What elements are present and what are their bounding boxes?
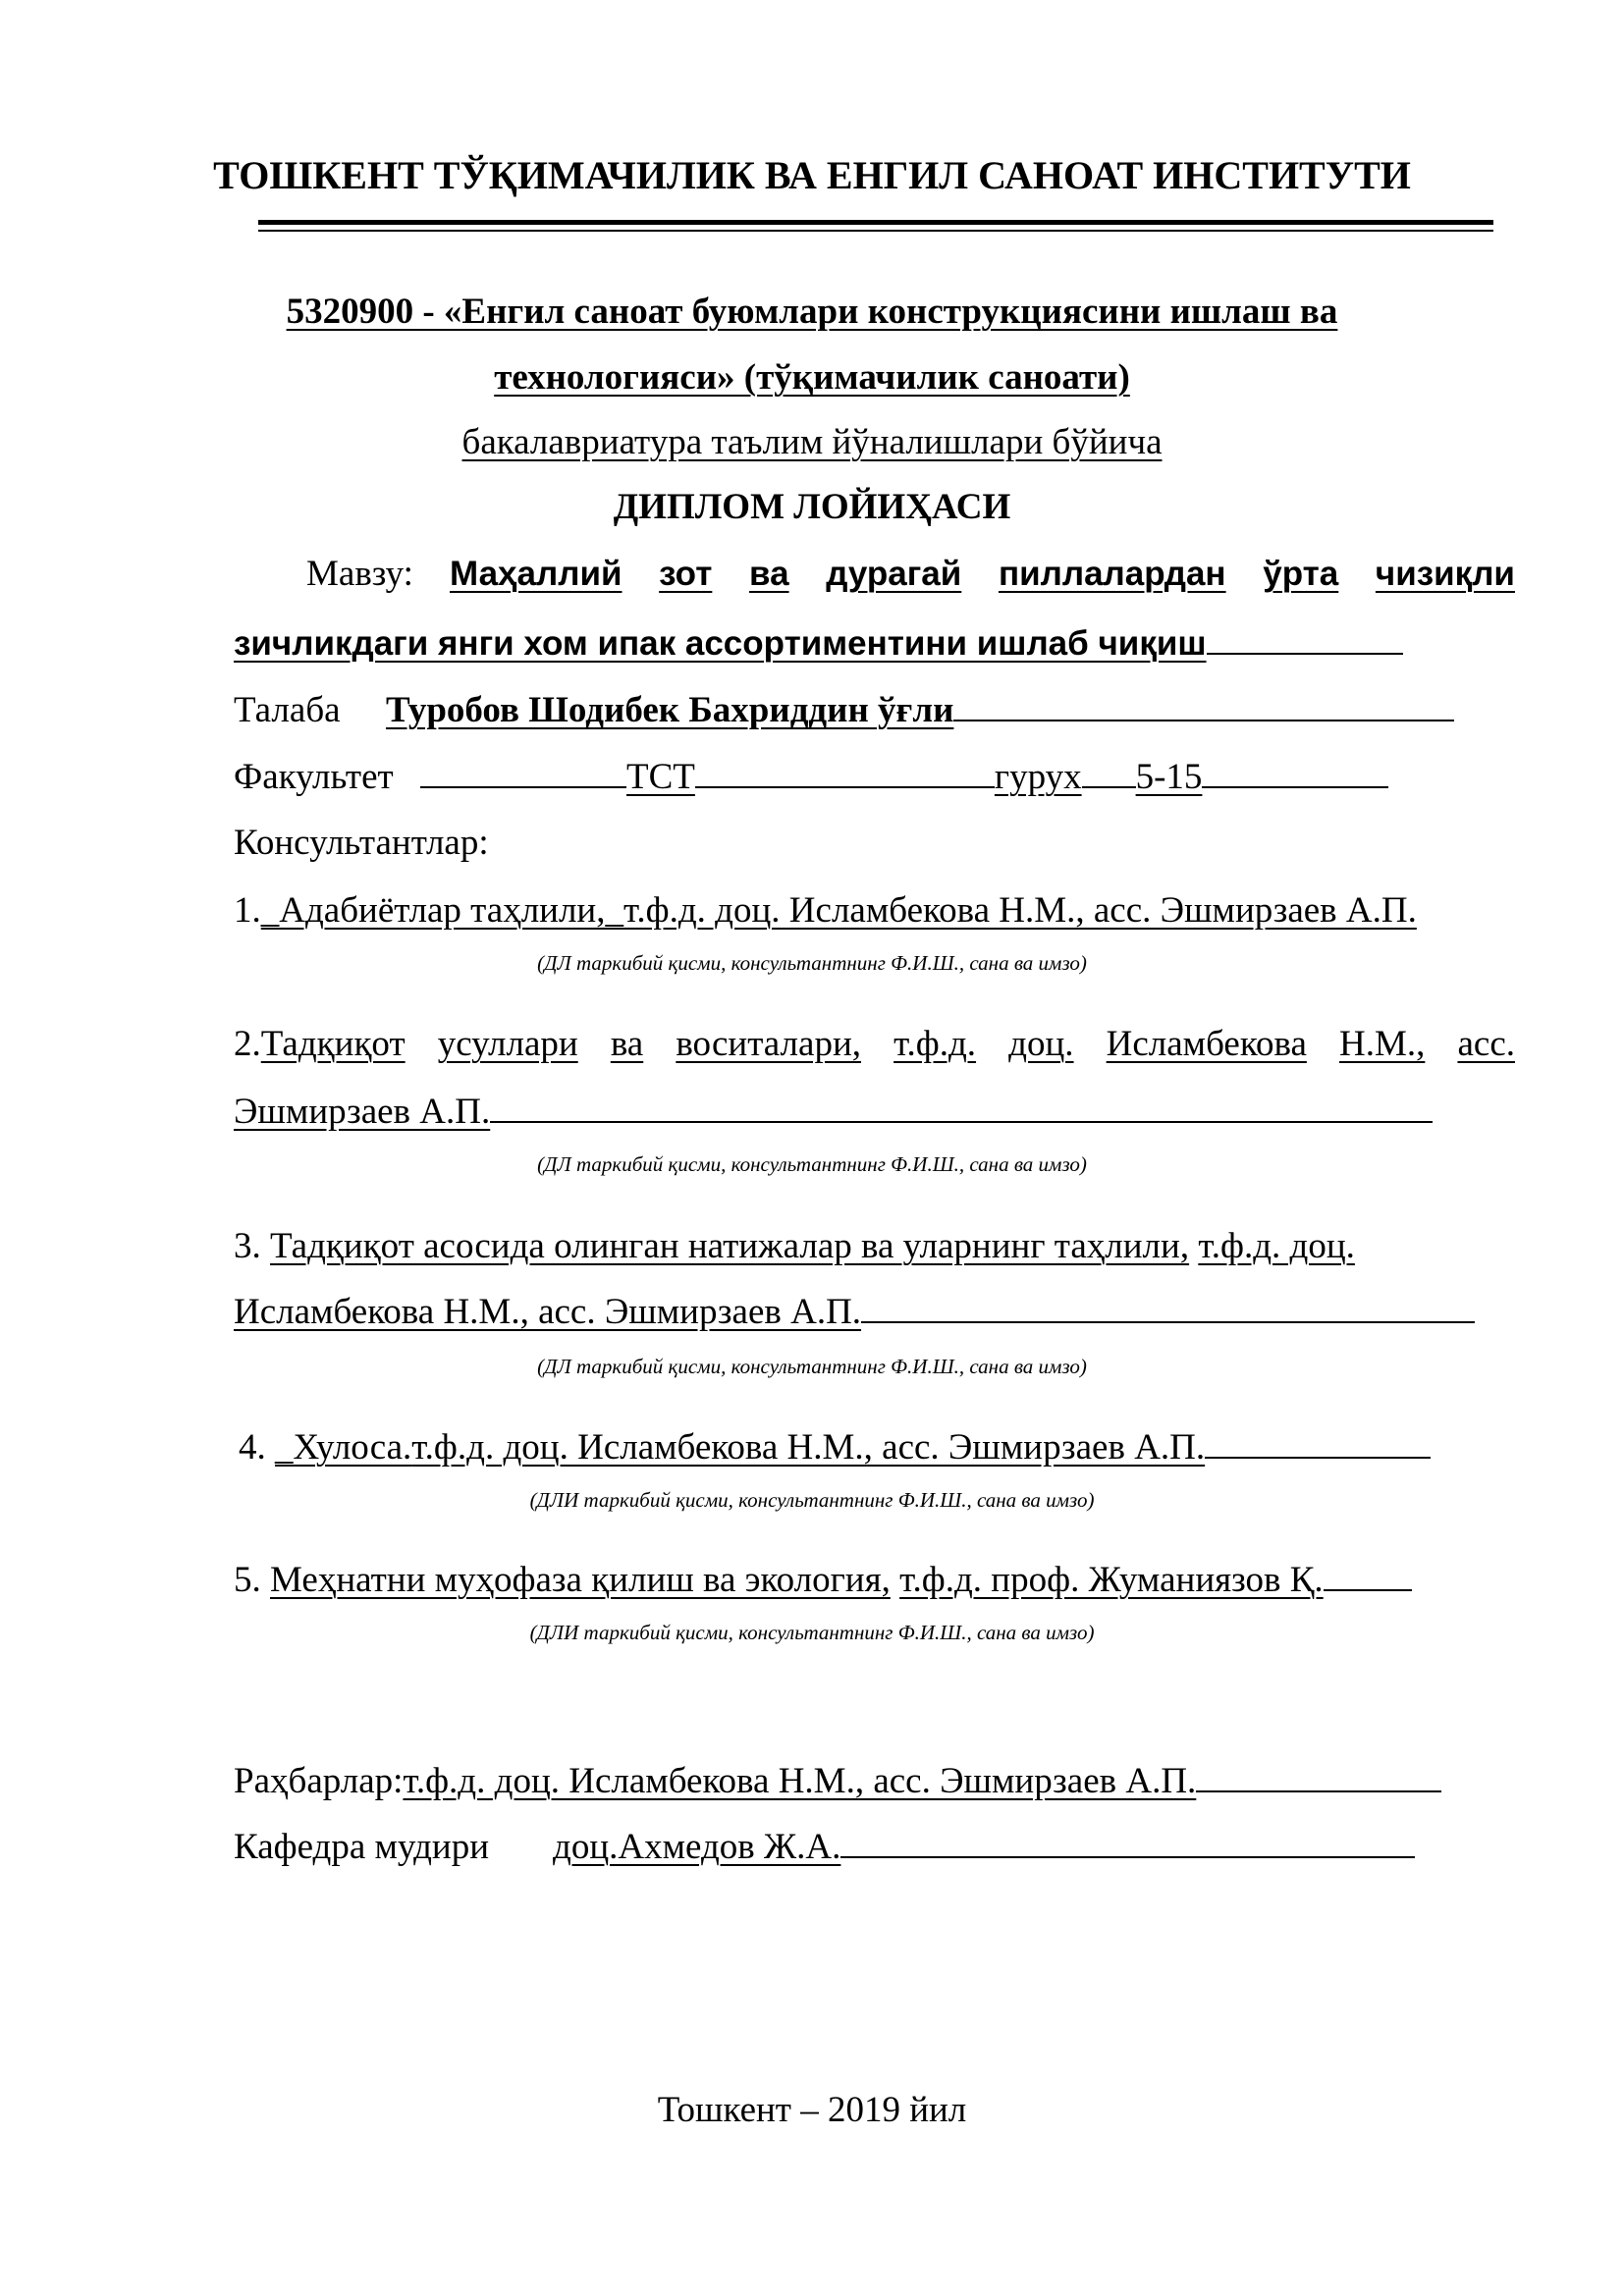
consultant-1: 1._Адабиётлар таҳлили,_т.ф.д. доц. Исламбекова Н.М., асс. Эшмирзаев А.П. xyxy=(234,890,1417,931)
head-label: Кафедра мудири xyxy=(234,1827,490,1867)
student-label: Талаба xyxy=(234,690,341,730)
student-name-row: Туробов Шодибек Бахриддин ўғли xyxy=(386,687,1454,734)
student-fill xyxy=(953,690,1454,721)
consultant-3-line-2: Исламбекова Н.М., асс. Эшмирзаев А.П. xyxy=(234,1289,1475,1336)
topic-line-2: зичликдаги янги хом ипак ассортиментини ишлаб чиқиш xyxy=(234,620,1403,667)
document-title: ДИПЛОМ ЛОЙИҲАСИ xyxy=(613,487,1011,527)
topic-fill xyxy=(1207,623,1403,655)
footer-city-year: Тошкент – 2019 йил xyxy=(657,2090,967,2130)
consultant-3-line-1: 3. Тадқиқот асосида олинган натижалар ва уларнинг таҳлили, т.ф.д. доц. xyxy=(234,1226,1355,1266)
supervisors-row: Раҳбарлар:т.ф.д. доц. Исламбекова Н.М., асс. Эшмирзаев А.П. xyxy=(234,1758,1441,1805)
consultants-label: Консультантлар: xyxy=(234,823,489,863)
caption-5: (ДЛИ таркибий қисми, консультантнинг Ф.И.Ш., сана ва имзо) xyxy=(529,1621,1095,1644)
header-rule-thin xyxy=(258,230,1493,232)
caption-3: (ДЛ таркибий қисми, консультантнинг Ф.И.Ш., сана ва имзо) xyxy=(537,1355,1087,1378)
specialty-line-2: технологияси» (тўқимачилик саноати) xyxy=(494,357,1130,398)
consultant-2-line-1: 2.Тадқиқот усуллари ва воситалари, т.ф.д. доц. Исламбекова Н.М., асс. xyxy=(234,1024,1515,1064)
specialty-line-1: 5320900 - «Енгил саноат буюмлари конструкциясини ишлаш ва xyxy=(286,292,1338,332)
header-rule-thick xyxy=(258,220,1493,225)
faculty-row: ТСТ гурух 5-15 xyxy=(420,754,1388,801)
consultant-5: 5. Меҳнатни муҳофаза қилиш ва экология, т.ф.д. проф. Жуманиязов Қ. xyxy=(234,1557,1412,1604)
faculty-label: Факультет xyxy=(234,757,394,797)
direction-line: бакалавриатура таълим йўналишлари бўйича xyxy=(461,422,1163,462)
caption-2: (ДЛ таркибий қисми, консультантнинг Ф.И.Ш., сана ва имзо) xyxy=(537,1152,1087,1176)
caption-4: (ДЛИ таркибий қисми, консультантнинг Ф.И.Ш., сана ва имзо) xyxy=(529,1488,1095,1512)
head-row: доц.Ахмедов Ж.А. xyxy=(553,1824,1415,1871)
institute-title: ТОШКЕНТ ТЎҚИМАЧИЛИК ВА ЕНГИЛ САНОАТ ИНСТИТУТИ xyxy=(213,153,1411,197)
caption-1: (ДЛ таркибий қисми, консультантнинг Ф.И.Ш., сана ва имзо) xyxy=(537,951,1087,975)
topic-line-1: Маҳаллий зот ва дурагай пиллалардан ўрта чизиқли xyxy=(450,555,1515,593)
topic-label: Мавзу: xyxy=(306,554,413,594)
consultant-4: 4. _Хулоса.т.ф.д. доц. Исламбекова Н.М., асс. Эшмирзаев А.П. xyxy=(239,1424,1431,1471)
consultant-2-line-2: Эшмирзаев А.П. xyxy=(234,1089,1433,1136)
